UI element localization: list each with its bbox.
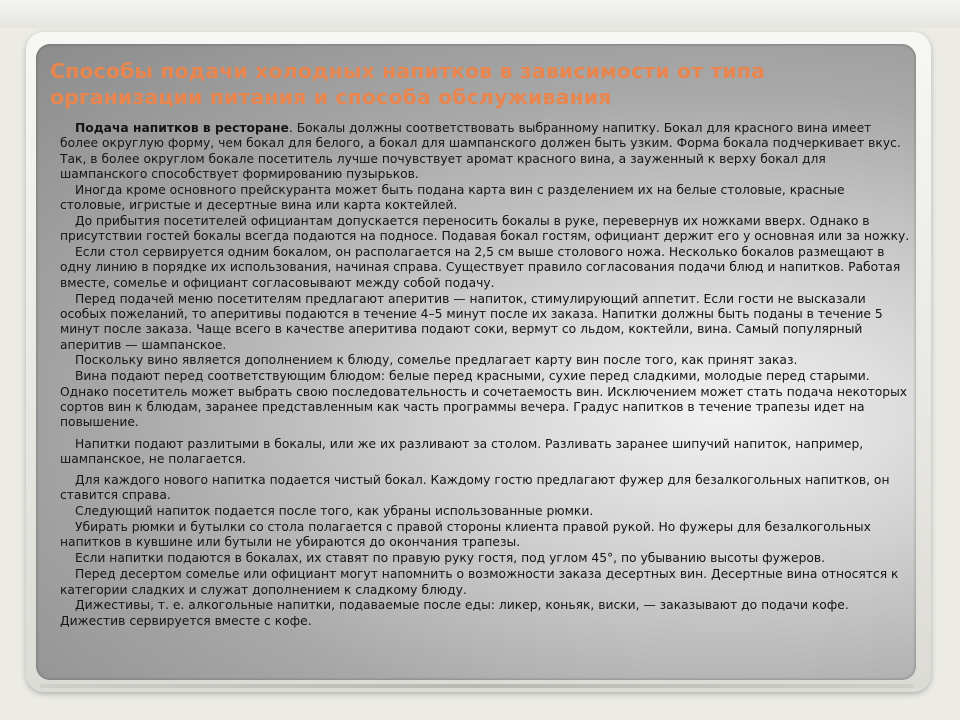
paragraph-lead: Подача напитков в ресторане: [75, 121, 289, 135]
slide-body: [60, 121, 912, 630]
slide-bottom-rule: [40, 684, 914, 688]
paragraph-wine-list: Иногда кроме основного прейскуранта может быть подана карта вин с разделением их на белые столовые, красные столовые, игристые и десертные вина или карта коктейлей.: [60, 182, 845, 213]
paragraph-clearing: Убирать рюмки и бутылки со стола полагается с правой стороны клиента правой рукой. Но фужеры для безалкогольных напитков в кувшине или бутыли не убираются до окончания трапезы.: [60, 520, 871, 550]
top-stripe: [0, 0, 960, 28]
paragraph-pouring: Напитки подают разлитыми в бокалы, или же их разливают за столом. Разливать заранее шипучий напиток, например, шампанское, не полагается.: [60, 436, 864, 466]
paragraph-wine-card-timing: Поскольку вино является дополнением к блюду, сомелье предлагает карту вин после того, как принят заказ.: [75, 353, 798, 368]
paragraph-text: . Бокалы должны соответствовать выбранному напитку. Бокал для красного вина имеет более округлую форму, чем бокал для белого, а бокал для шампанского должен быть узким. Форма бокала подчеркивает вкус. Так, в более округлом бокале посетитель лучше почувствует аромат красного вина, а зауженный к верху бокал для шампанского способствует формированию пузырьков.: [60, 121, 901, 181]
paragraph-restaurant-serving: [60, 121, 912, 182]
paragraph-glass-carrying: До прибытия посетителей официантам допускается переносить бокалы в руке, перевернув их ножками вверх. Однако в присутствии гостей бокалы всегда подаются на подносе. Подавая бокал гостям, официант держит его у основная или за ножку.: [60, 213, 910, 244]
paragraph-aperitif: Перед подачей меню посетителям предлагают аперитив — напиток, стимулирующий аппетит. Если гости не высказали особых пожеланий, то аперитивы подаются в течение 4–5 минут после их заказа. Напитки должны быть поданы в течение 5 минут после заказа. Чаще всего в качестве аперитива подают соки, вермут со льдом, коктейли, вина. Самый популярный аперитив — шампанское.: [60, 291, 883, 352]
paragraph-dessert-wines: Перед десертом сомелье или официант могут напомнить о возможности заказа десертных вин. Десертные вина относятся к категории сладких и служат дополнением к сладкому блюду.: [60, 567, 899, 597]
paragraph-next-drink: Следующий напиток подается после того, как убраны использованные рюмки.: [75, 504, 594, 519]
paragraph-clean-glass: Для каждого нового напитка подается чистый бокал. Каждому гостю предлагают фужер для безалкогольных напитков, он ставится справа.: [60, 473, 890, 503]
paragraph-digestifs: Дижестивы, т. е. алкогольные напитки, подаваемые после еды: ликер, коньяк, виски, — заказывают до подачи кофе. Дижестив сервируется вместе с кофе.: [60, 598, 849, 628]
slide-title: Способы подачи холодных напитков в зависимости от типа организации питания и способа обслуживания: [50, 59, 766, 109]
paragraph-wine-order: Вина подают перед соответствующим блюдом: белые перед красными, сухие перед сладкими, молодые перед старыми. Однако посетитель может выбрать свою последовательность и сочетаемость вин. Исключением может стать подача некоторых сортов вин к блюдам, заранее представленным как часть программы вечера. Градус напитков в течение трапезы идет на повышение.: [60, 369, 908, 430]
paragraph-glass-angle: Если напитки подаются в бокалах, их ставят по правую руку гостя, под углом 45°, по убыванию высоты фужеров.: [75, 551, 826, 566]
paragraph-glass-placement: Если стол сервируется одним бокалом, он располагается на 2,5 см выше столового ножа. Несколько бокалов размещают в одну линию в порядке их использования, начиная справа. Существует правило согласования подачи блюд и напитков. Работая вместе, сомелье и официант согласовывают между собой подачу.: [60, 245, 901, 290]
